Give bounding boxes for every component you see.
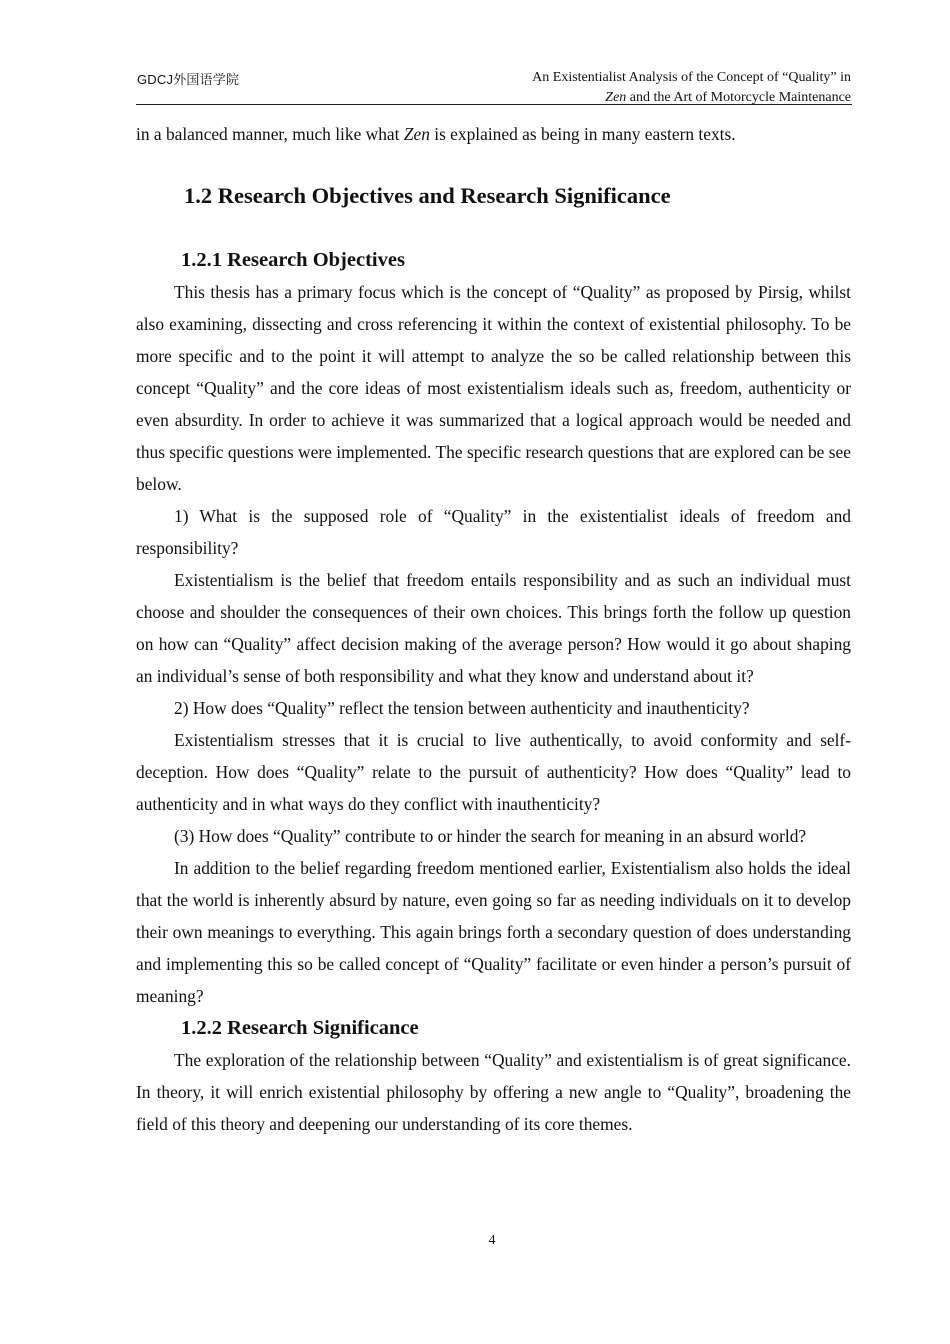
page-number: 4 — [488, 1233, 496, 1248]
paragraph-significance: The exploration of the relationship between “Quality” and existentialism is of great significance. In theory, it will enrich existential philosophy by offering a new angle to “Quality”, broadening the field of this theory and deepening our understanding of its core themes. — [136, 1050, 851, 1134]
intro-text-before: in a balanced manner, much like what — [136, 124, 404, 144]
header-title-rest: and the Art of Motorcycle Maintenance — [626, 90, 851, 105]
question-3: (3) How does “Quality” contribute to or hinder the search for meaning in an absurd world? — [174, 826, 807, 846]
paragraph-objectives: This thesis has a primary focus which is the concept of “Quality” as proposed by Pirsig, whilst also examining, dissecting and cross referencing it within the context of existential philosophy. To be more specific and to the point it will attempt to analyze the so be called relationship between this concept “Quality” and the core ideas of most existentialism ideals such as, freedom, authenticity or even absurdity. In order to achieve it was summarized that a logical approach would be needed and thus specific questions were implemented. The specific research questions that are explored can be see below. — [136, 282, 851, 494]
intro-text-italic: Zen — [403, 124, 430, 144]
question-1: 1) What is the supposed role of “Quality” in the existentialist ideals of freedom and responsibility? — [136, 506, 851, 558]
header-title — [532, 68, 851, 108]
intro-paragraph — [136, 118, 851, 150]
paragraph-freedom: Existentialism is the belief that freedom entails responsibility and as such an individual must choose and shoulder the consequences of their own choices. This brings forth the follow up question on how can “Quality” affect decision making of the average person? How would it go about shaping an individual’s sense of both responsibility and what they know and understand about it? — [136, 570, 851, 686]
subsection-heading-significance: 1.2.2 Research Significance — [181, 1017, 419, 1039]
header-title-line2 — [532, 88, 851, 108]
header-title-line1: An Existentialist Analysis of the Concept of “Quality” in — [532, 70, 851, 85]
question-2: 2) How does “Quality” reflect the tension between authenticity and inauthenticity? — [174, 698, 750, 718]
page-body — [136, 118, 851, 1140]
intro-text-after: is explained as being in many eastern texts. — [429, 124, 736, 144]
section-heading: 1.2 Research Objectives and Research Significance — [184, 183, 671, 208]
paragraph-authenticity: Existentialism stresses that it is crucial to live authentically, to avoid conformity and self-deception. How does “Quality” relate to the pursuit of authenticity? How does “Quality” lead to authenticity and in what ways do they conflict with inauthenticity? — [136, 730, 851, 814]
header-title-italic: Zen — [605, 90, 627, 105]
paragraph-absurdity: In addition to the belief regarding freedom mentioned earlier, Existentialism also holds the ideal that the world is inherently absurd by nature, even going so far as needing individuals on it to develop their own meanings to everything. This again brings forth a secondary question of does understanding and implementing this so be called concept of “Quality” facilitate or even hinder a person’s pursuit of meaning? — [136, 858, 851, 1006]
header-institution: GDCJ外国语学院 — [137, 72, 240, 87]
subsection-heading-objectives: 1.2.1 Research Objectives — [181, 249, 405, 271]
header-rule — [136, 104, 852, 105]
